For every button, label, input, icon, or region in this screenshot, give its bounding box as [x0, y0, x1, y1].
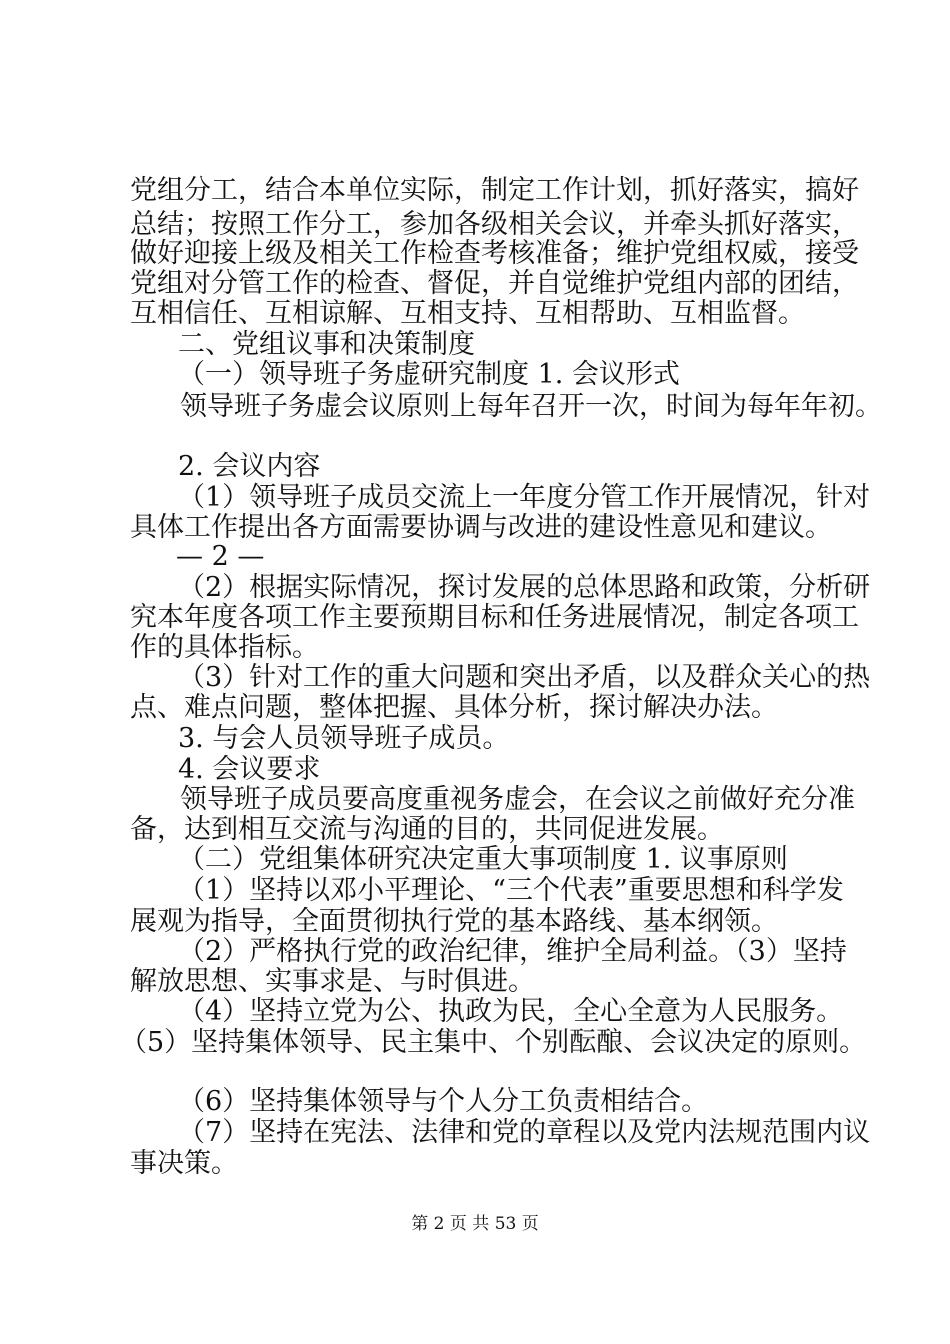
text-line: 究本年度各项工作主要预期目标和任务进展情况，制定各项工	[130, 602, 859, 633]
text-line: 总结；按照工作分工，参加各级相关会议，并牵头抓好落实，	[130, 209, 859, 240]
text-line: （2）严格执行党的政治纪律，维护全局利益。（3）坚持	[178, 936, 847, 967]
item-heading: 2. 会议内容	[178, 451, 321, 482]
text-line: 解放思想、实事求是、与时俱进。	[130, 966, 535, 997]
text-line: （3）针对工作的重大问题和突出矛盾，以及群众关心的热	[178, 662, 871, 693]
text-line: 做好迎接上级及相关工作检查考核准备；维护党组权威，接受	[130, 238, 859, 269]
section-heading: 二、党组议事和决策制度	[178, 329, 475, 360]
text-line: 备，达到相互交流与沟通的目的，共同促进发展。	[130, 814, 724, 845]
text-line: （7）坚持在宪法、法律和党的章程以及党内法规范围内议	[178, 1117, 871, 1148]
page-footer	[0, 1213, 950, 1235]
page-number-label: 第 2 页 共 53 页	[411, 1214, 539, 1234]
item-heading: 4. 会议要求	[178, 754, 321, 785]
text-line: （4）坚持立党为公、执政为民，全心全意为人民服务。	[178, 996, 844, 1027]
text-line: （2）根据实际情况，探讨发展的总体思路和政策，分析研	[178, 572, 871, 603]
text-line: （1）坚持以邓小平理论、“三个代表”重要思想和科学发	[178, 875, 844, 906]
text-line: 党组分工，结合本单位实际，制定工作计划，抓好落实，搞好	[130, 175, 859, 206]
text-line: 作的具体指标。	[130, 632, 319, 663]
text-line: 领导班子成员要高度重视务虚会，在会议之前做好充分准	[180, 784, 855, 815]
text-line: 领导班子务虚会议原则上每年召开一次，时间为每年年初。	[180, 391, 882, 422]
text-line: 事决策。	[130, 1148, 238, 1179]
text-line: 点、难点问题，整体把握、具体分析，探讨解决办法。	[130, 692, 778, 723]
text-line: （5）坚持集体领导、民主集中、个别酝酿、会议决定的原则。	[120, 1027, 867, 1058]
item-heading: 3. 与会人员领导班子成员。	[178, 723, 510, 754]
text-line: 具体工作提出各方面需要协调与改进的建设性意见和建议。	[130, 512, 832, 543]
text-line: （6）坚持集体领导与个人分工负责相结合。	[178, 1086, 709, 1117]
text-line: 党组对分管工作的检查、督促，并自觉维护党组内部的团结，	[130, 268, 859, 299]
text-line: （1）领导班子成员交流上一年度分管工作开展情况，针对	[178, 482, 871, 513]
page-marker: — 2 —	[176, 541, 265, 572]
text-line: 展观为指导，全面贯彻执行党的基本路线、基本纲领。	[130, 906, 778, 937]
subsection-heading: （二）党组集体研究决定重大事项制度 1. 议事原则	[178, 844, 788, 875]
text-line: 互相信任、互相谅解、互相支持、互相帮助、互相监督。	[130, 298, 805, 329]
subsection-heading: （一）领导班子务虚研究制度 1. 会议形式	[178, 359, 680, 390]
